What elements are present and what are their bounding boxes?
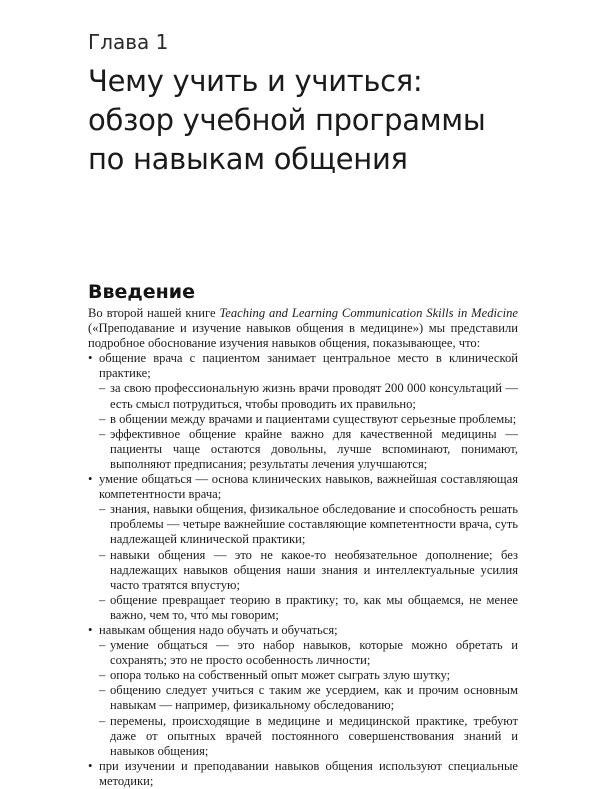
sub-list-item [88, 668, 518, 683]
list-item-text: навыкам общения надо обучать и обучаться; [99, 622, 338, 637]
bullet-marker: • [88, 758, 93, 773]
dash-marker: – [99, 683, 106, 698]
sub-list-item [88, 381, 518, 411]
dash-marker: – [99, 638, 106, 653]
dash-marker: – [99, 713, 106, 728]
list-item-text: перемены, происходящие в медицине и медицинской практике, требуют даже от опытных врачей постоянного совершенствования знаний и навыков общения; [110, 713, 518, 758]
list-item-text: навыки общения — это не какое-то необязательное дополнение; без надлежащих навыков общения наши знания и интеллектуальные усилия часто тратятся впустую; [110, 547, 518, 592]
bullet-marker: • [88, 472, 93, 487]
chapter-title-line: Чему учить и учиться: [88, 64, 423, 98]
list-item-text: при изучении и преподавании навыков общения используют специальные методики; [99, 758, 518, 788]
dash-marker: – [99, 668, 106, 683]
book-title: Teaching and Learning Communication Skills in Medicine [219, 306, 518, 320]
sub-list-item [88, 714, 518, 759]
dash-marker: – [99, 426, 106, 441]
list-item-text: общение превращает теорию в практику; то, как мы общаемся, не менее важно, чем то, что́ мы говорим; [110, 592, 518, 622]
list-item-text: умение общаться — это набор навыков, которые можно обретать и сохранять; это не просто особенность личности; [110, 638, 518, 668]
dash-marker: – [99, 592, 106, 607]
intro-text-after: («Преподавание и изучение навыков общения в медицине») мы представили подробное обоснование изучения навыков общения, показывающее, что: [88, 321, 518, 351]
list-item-text: опора только на собственный опыт может сыграть злую шутку; [110, 668, 451, 683]
intro-text-before: Во второй нашей книге [88, 306, 220, 320]
list-item [88, 472, 518, 502]
intro-paragraph [88, 306, 518, 351]
list-item-text: общение врача с пациентом занимает центральное место в клинической практике; [99, 351, 518, 381]
list-item-text: знания, навыки общения, физикальное обследование и способность решать проблемы — четыре важнейшие составляющие компетентности врача, суть надлежащей клинической практики; [110, 502, 518, 547]
list-item-text: в общении между врачами и пациентами существуют серьезные проблемы; [110, 411, 517, 426]
list-item-text: за свою профессиональную жизнь врачи проводят 200 000 консультаций — есть смысл потрудиться, чтобы проводить их правильно; [110, 381, 518, 411]
list-item [88, 623, 518, 638]
dash-marker: – [99, 411, 106, 426]
chapter-title-line: обзор учебной программы [88, 103, 486, 137]
sub-list-item [88, 593, 518, 623]
sub-list-item [88, 683, 518, 713]
sub-list-item [88, 638, 518, 668]
sub-list-item [88, 427, 518, 472]
bullet-marker: • [88, 622, 93, 637]
bullet-marker: • [88, 351, 93, 366]
chapter-title-line: по навыкам общения [88, 142, 408, 176]
dash-marker: – [99, 502, 106, 517]
list-item [88, 759, 518, 789]
sub-list-item [88, 548, 518, 593]
dash-marker: – [99, 547, 106, 562]
chapter-label: Глава 1 [88, 30, 169, 54]
body-text [88, 306, 518, 789]
list-item-text: умение общаться — основа клинических навыков, важнейшая составляющая компетентности врача; [99, 472, 518, 502]
chapter-title [88, 62, 568, 179]
list-item-text: эффективное общение крайне важно для качественной медицины — пациенты чаще остаются довольны, лучше вспоминают, понимают, выполняют предписания; результаты лечения улучшаются; [110, 426, 518, 471]
dash-marker: – [99, 381, 106, 396]
list-item-text: общению следует учиться с таким же усердием, как и прочим основным навыкам — например, физикальному обследованию; [110, 683, 518, 713]
sub-list-item [88, 412, 518, 427]
sub-list-item [88, 502, 518, 547]
list-item [88, 351, 518, 381]
section-heading: Введение [88, 281, 195, 303]
